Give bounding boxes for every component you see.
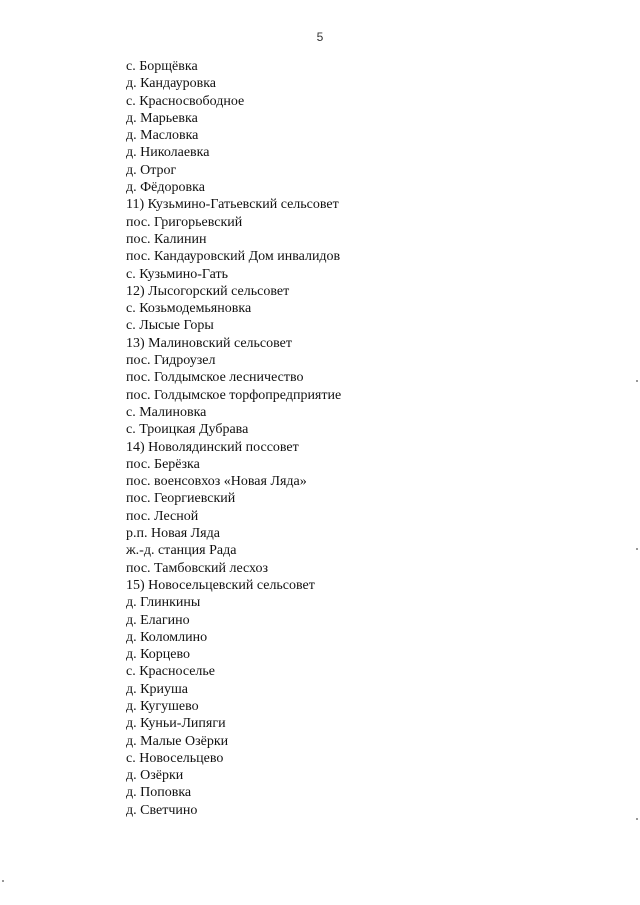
settlement-item: д. Поповка	[126, 785, 192, 801]
settlement-item: пос. Гидроузел	[126, 353, 216, 369]
settlement-item: д. Отрог	[126, 162, 177, 178]
settlement-item: пос. Берёзка	[126, 456, 200, 472]
settlement-item: д. Светчино	[126, 802, 198, 818]
page-number: 5	[316, 30, 324, 44]
settlement-item: д. Озёрки	[126, 768, 184, 784]
settlement-item: с. Красносвободное	[126, 93, 245, 109]
district-heading: 13) Малиновский сельсовет	[126, 335, 292, 351]
settlement-item: д. Корцево	[126, 647, 190, 663]
settlement-item: с. Новосельцево	[126, 750, 224, 766]
settlement-item: д. Коломлино	[126, 629, 208, 645]
settlement-item: с. Кузьмино-Гать	[126, 266, 229, 282]
settlement-item: д. Глинкины	[126, 595, 201, 611]
settlement-item: с. Козьмодемьяновка	[126, 301, 252, 317]
settlement-item: д. Масловка	[126, 128, 199, 144]
settlement-item: д. Кугушево	[126, 698, 199, 714]
settlement-item: с. Красноселье	[126, 664, 216, 680]
settlement-item: д. Малые Озёрки	[126, 733, 229, 749]
settlement-item: с. Троицкая Дубрава	[126, 422, 249, 438]
scan-speck	[636, 818, 638, 820]
settlement-list	[126, 58, 341, 819]
settlement-item: пос. Калинин	[126, 231, 207, 247]
settlement-item: с. Лысые Горы	[126, 318, 214, 334]
district-heading: 15) Новосельцевский сельсовет	[126, 577, 315, 593]
district-heading: 14) Новолядинский поссовет	[126, 439, 299, 455]
settlement-item: пос. Голдымское торфопредприятие	[126, 387, 342, 403]
settlement-item: д. Криуша	[126, 681, 188, 697]
settlement-item: пос. Голдымское лесничество	[126, 370, 304, 386]
settlement-item: пос. Григорьевский	[126, 214, 243, 230]
settlement-item: д. Николаевка	[126, 145, 210, 161]
settlement-item: пос. Тамбовский лесхоз	[126, 560, 269, 576]
district-heading: 12) Лысогорский сельсовет	[126, 283, 290, 299]
settlement-item: д. Фёдоровка	[126, 180, 205, 196]
settlement-item: пос. Кандауровский Дом инвалидов	[126, 249, 341, 265]
settlement-item: с. Малиновка	[126, 404, 207, 420]
district-heading: 11) Кузьмино-Гатьевский сельсовет	[126, 197, 339, 213]
settlement-item: пос. Лесной	[126, 508, 199, 524]
scan-speck	[2, 880, 4, 882]
settlement-item: д. Куньи-Липяги	[126, 716, 226, 732]
settlement-item: д. Кандауровка	[126, 76, 217, 92]
settlement-item: д. Елагино	[126, 612, 190, 628]
settlement-item: пос. Георгиевский	[126, 491, 236, 507]
settlement-item: д. Марьевка	[126, 110, 198, 126]
settlement-item: пос. военсовхоз «Новая Ляда»	[126, 474, 307, 490]
scan-speck	[636, 380, 638, 382]
settlement-item: с. Борщёвка	[126, 59, 198, 74]
scan-speck	[636, 548, 638, 550]
settlement-item: ж.-д. станция Рада	[126, 543, 237, 559]
settlement-item: р.п. Новая Ляда	[126, 526, 220, 542]
